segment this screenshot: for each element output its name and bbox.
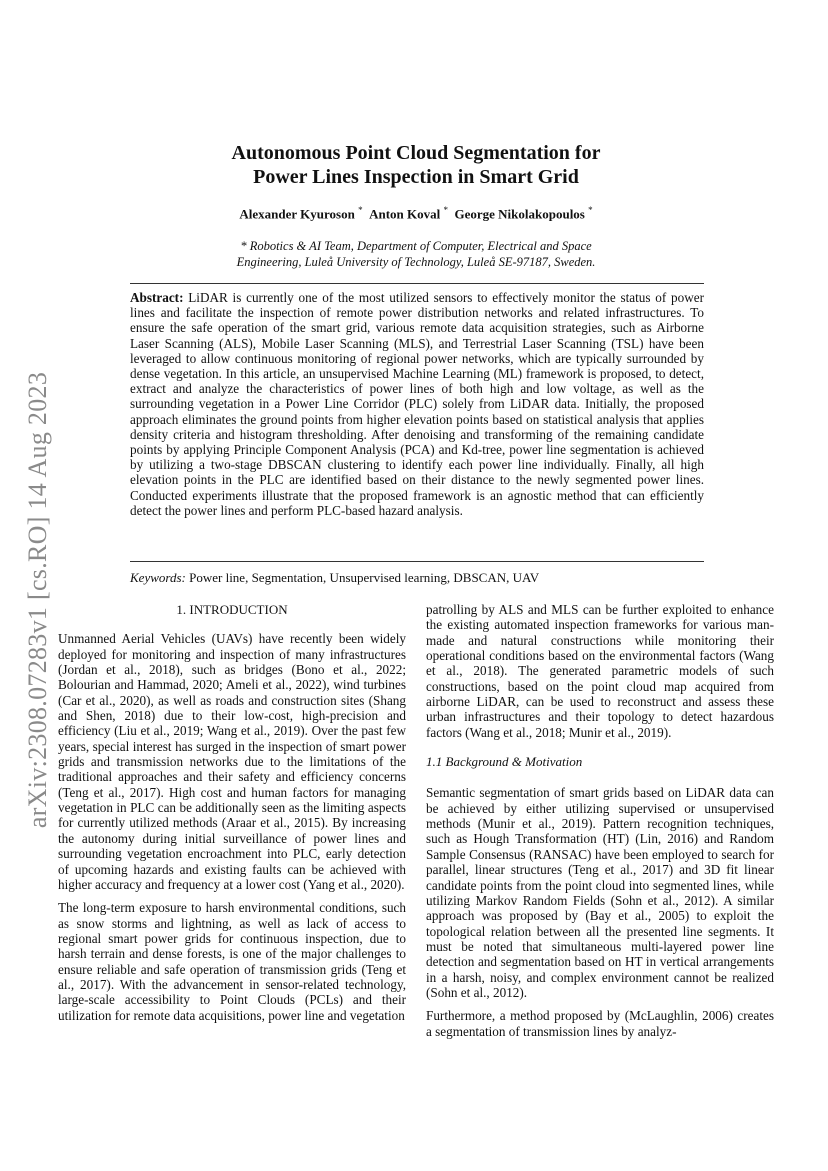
- right-column: [426, 602, 774, 1047]
- body-paragraph: patrolling by ALS and MLS can be further exploited to enhance the existing automated inspection frameworks for various man-made and natural constructions while monitoring their operational conditions based on the environmental factors (Wang et al., 2018). The generated parametric models of such constructions, based on the point cloud map acquired from airborne LiDAR, can be used to reconstruct and assess these urban infrastructures and their topology to detect hazardous factors (Wang et al., 2018; Munir et al., 2019).: [426, 602, 774, 740]
- left-column: [58, 602, 406, 1031]
- bottom-divider: [130, 561, 704, 562]
- author-name: Alexander Kyuroson: [239, 206, 355, 222]
- section-heading: 1. INTRODUCTION: [176, 602, 288, 617]
- paper-title: [100, 141, 732, 189]
- body-paragraph: Furthermore, a method proposed by (McLaughlin, 2006) creates a segmentation of transmission lines by analyz-: [426, 1008, 774, 1039]
- body-paragraph: Semantic segmentation of smart grids based on LiDAR data can be achieved by either utilizing supervised or unsupervised methods (Munir et al., 2019). Pattern recognition techniques, such as Hough Transformation (HT) (Lin, 2016) and Random Sample Consensus (RANSAC) have been employed to search for parallel, linear structures (Teng et al., 2017) and 3D fit linear candidate points from the point cloud into segmented lines, while utilizing Markov Random Fields (Sohn et al., 2012). A similar approach was proposed by (Bay et al., 2005) to exploit the topological relation between all the presented line segments. It must be noted that simultaneous multi-layered power line detection and segmentation based on HT in vertical arrangements in a harsh, noisy, and complex environment cannot be realized (Sohn et al., 2012).: [426, 785, 774, 1000]
- author-mark: *: [358, 205, 363, 215]
- title-line: Autonomous Point Cloud Segmentation for: [231, 142, 601, 164]
- author-mark: *: [443, 205, 448, 215]
- author-mark: *: [588, 205, 593, 215]
- arxiv-identifier-text: arXiv:2308.07283v1 [cs.RO] 14 Aug 2023: [23, 371, 52, 829]
- body-paragraph: The long-term exposure to harsh environmental conditions, such as snow storms and lightning, as well as lack of access to regional smart power grids for continuous inspection, due to harsh terrain and dense forests, is one of the major challenges to ensure reliable and safe operation of transmission grids (Teng et al., 2017). With the advancement in sensor-related technology, large-scale accessibility to Point Clouds (PCLs) and their utilization for remote data acquisitions, power line and vegetation: [58, 900, 406, 1023]
- affiliation-line: * Robotics & AI Team, Department of Computer, Electrical and Space: [240, 239, 592, 253]
- abstract-label: Abstract:: [130, 290, 184, 305]
- affiliation-line: Engineering, Luleå University of Technology, Luleå SE-97187, Sweden.: [236, 255, 596, 269]
- body-paragraph: Unmanned Aerial Vehicles (UAVs) have recently been widely deployed for monitoring and inspection of many infrastructures (Jordan et al., 2018), such as bridges (Bono et al., 2022; Bolourian and Hammad, 2020; Ameli et al., 2022), wind turbines (Car et al., 2020), as well as roads and construction sites (Shang and Shen, 2018) due to their low-cost, high-precision and efficiency (Liu et al., 2019; Wang et al., 2019). Over the past few years, special interest has surged in the inspection of smart power grids and transmission networks due to the limitations of the traditional approaches and their safety and efficiency concerns (Teng et al., 2017). High cost and human factors for managing vegetation in PLC can be additionally seen as the limiting aspects for currently utilized methods (Araar et al., 2015). By increasing the autonomy during initial surveillance of power lines and surrounding vegetation encroachment into PLC, early detection of upcoming hazards and existing faults can be achieved with higher accuracy and frequency at a lower cost (Yang et al., 2020).: [58, 631, 406, 892]
- keywords-label: Keywords:: [130, 570, 186, 585]
- abstract-text: LiDAR is currently one of the most utilized sensors to effectively monitor the status of power lines and facilitate the inspection of remote power distribution networks and related infrastructures. To ensure the safe operation of the smart grid, various remote data acquisition strategies, such as Airborne Laser Scanning (ALS), Mobile Laser Scanning (MLS), and Terrestrial Laser Scanning (TSL) have been leveraged to allow continuous monitoring of regional power networks, which are typically surrounded by dense vegetation. In this article, an unsupervised Machine Learning (ML) framework is proposed, to detect, extract and analyze the characteristics of power lines of both high and low voltage, as well as the surrounding vegetation in a Power Line Corridor (PLC) solely from LiDAR data. Initially, the proposed approach eliminates the ground points from higher elevation points based on statistical analysis that applies density criteria and histogram thresholding. After denoising and transforming of the remaining candidate points by applying Principle Component Analysis (PCA) and Kd-tree, power line segmentation is achieved by utilizing a two-stage DBSCAN clustering to identify each power line individually. Finally, all high elevation points in the PLC are identified based on their distance to the newly segmented power lines. Conducted experiments illustrate that the proposed framework is an agnostic method that can efficiently detect the power lines and perform PLC-based hazard analysis.: [130, 290, 704, 518]
- author-name: Anton Koval: [369, 206, 441, 222]
- subsection-heading: 1.1 Background & Motivation: [426, 754, 583, 770]
- keywords: [130, 570, 704, 586]
- arxiv-identifier: [18, 360, 58, 840]
- abstract: [130, 290, 704, 518]
- affiliation: [100, 238, 732, 270]
- author-name: George Nikolakopoulos: [454, 206, 585, 222]
- title-line: Power Lines Inspection in Smart Grid: [253, 166, 579, 188]
- keywords-text: Power line, Segmentation, Unsupervised learning, DBSCAN, UAV: [189, 570, 540, 585]
- author-list: [100, 205, 732, 222]
- top-divider: [130, 283, 704, 284]
